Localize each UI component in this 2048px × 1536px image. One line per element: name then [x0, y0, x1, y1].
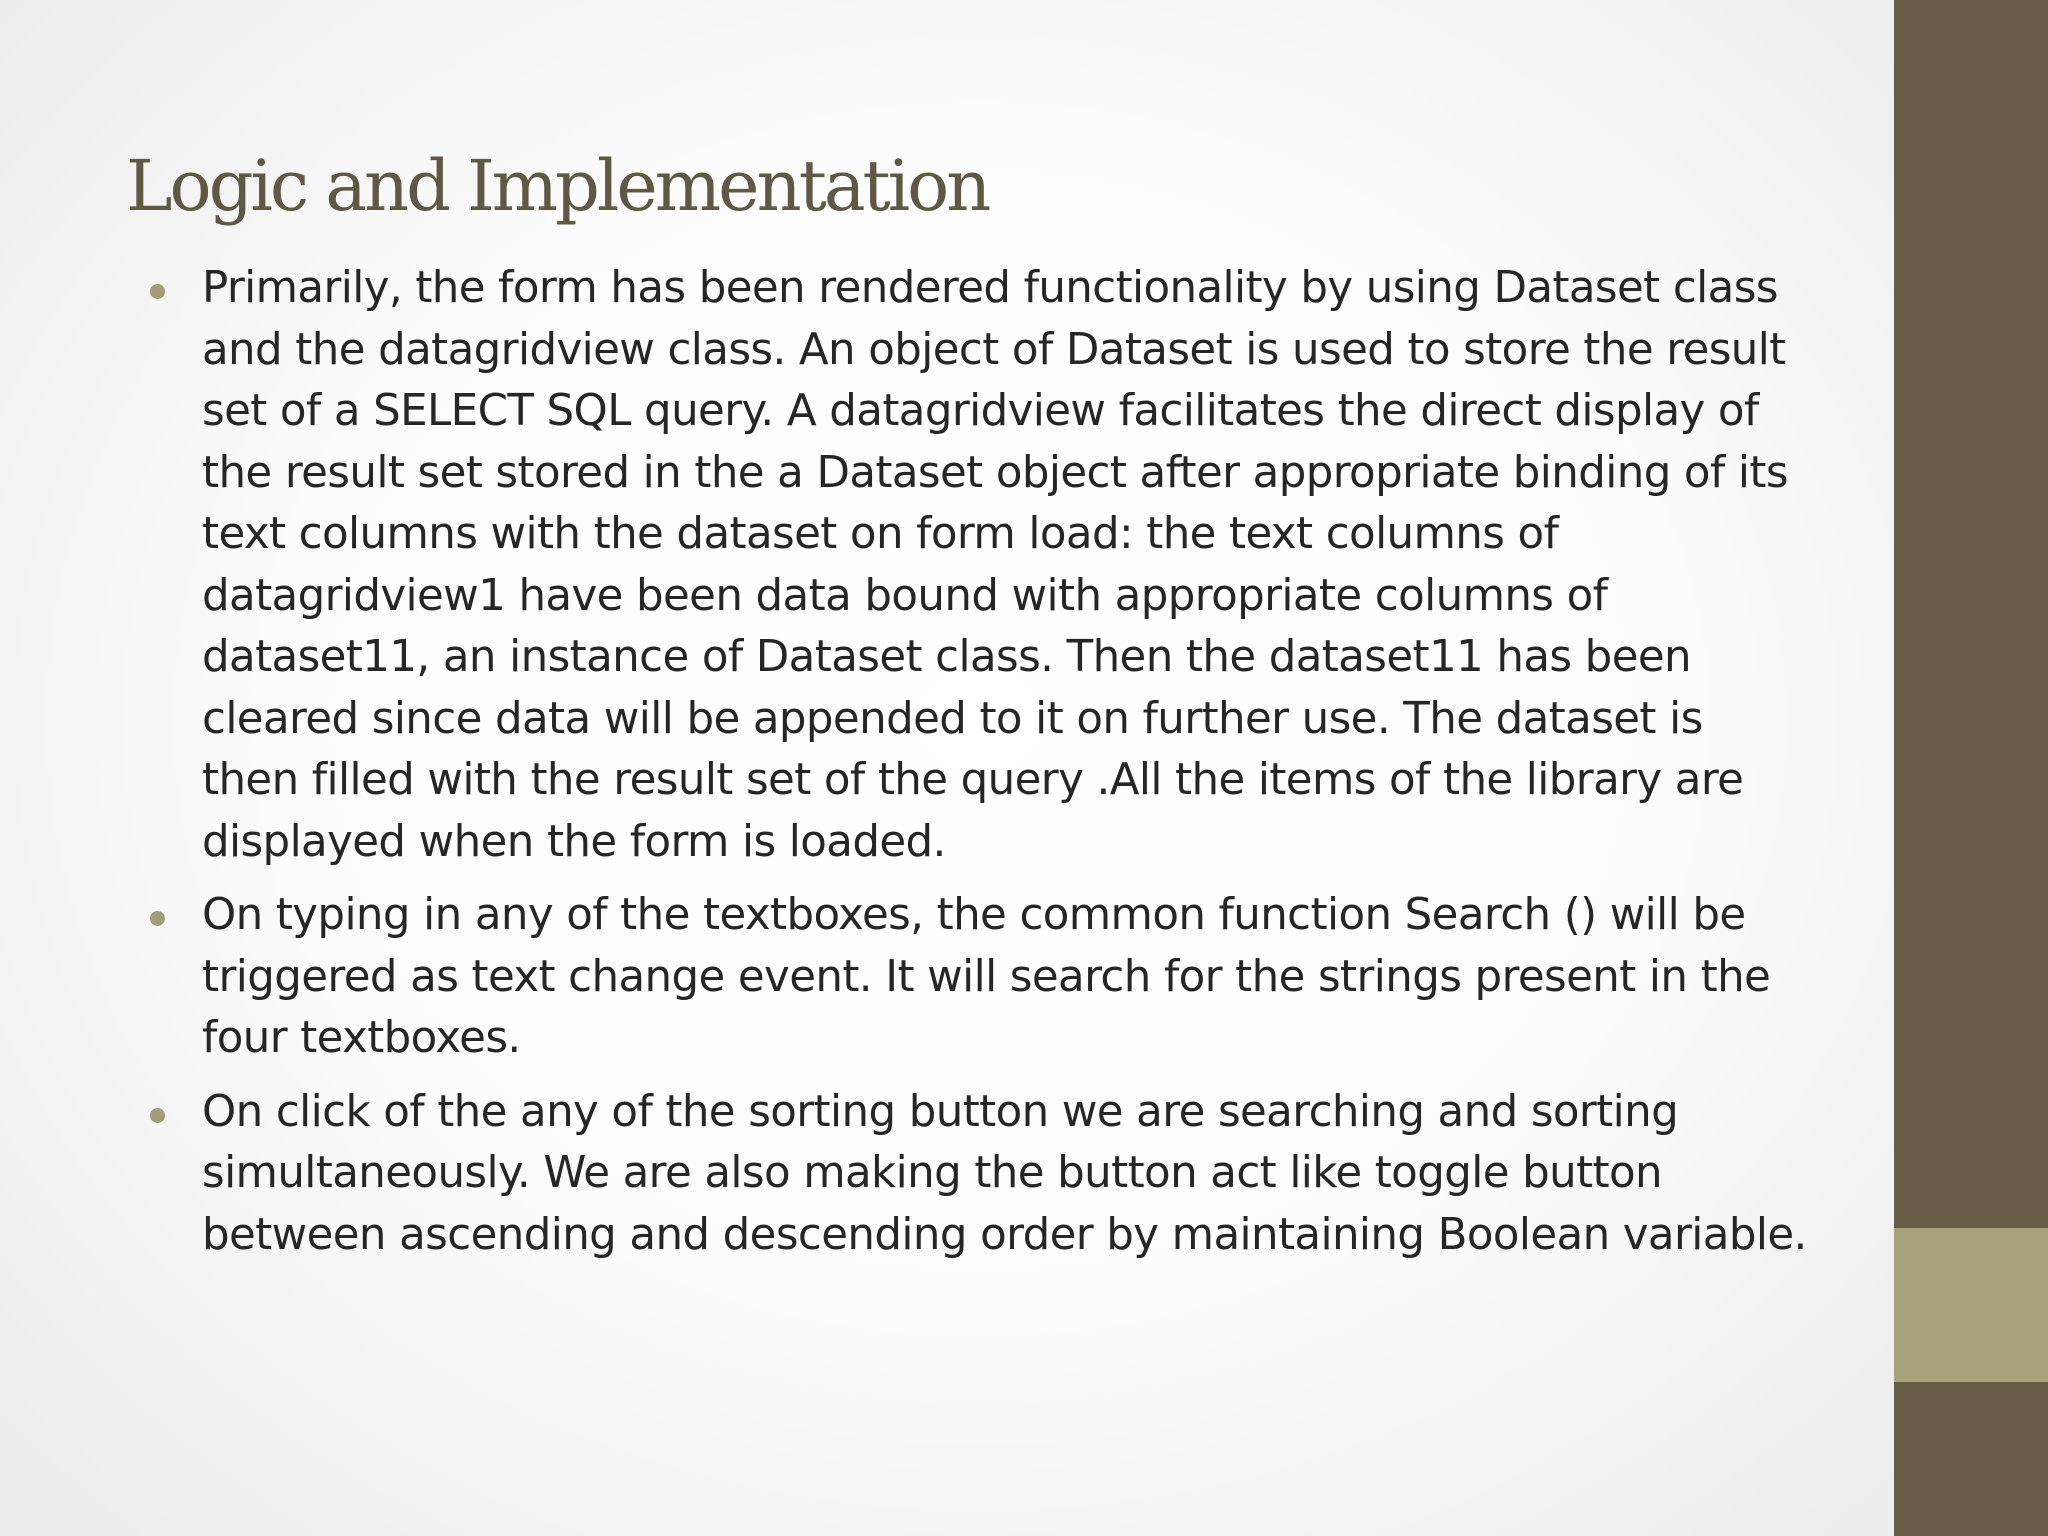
bullet-text: On typing in any of the textboxes, the common function Search () will be triggered as text change event. It will search for the strings present in the four textboxes.: [202, 890, 1771, 1063]
bullet-dot-icon: [150, 284, 165, 299]
bullet-list: [148, 258, 1808, 1278]
bullet-dot-icon: [150, 911, 165, 926]
bullet-dot-icon: [150, 1108, 165, 1123]
bullet-text: Primarily, the form has been rendered functionality by using Dataset class and the datagridview class. An object of Dataset is used to store the result set of a SELECT SQL query. A datagridview facilitates the direct display of the result set stored in the a Dataset object after appropriate binding of its text columns with the dataset on form load: the text columns of datagridview1 have been data bound with appropriate columns of dataset11, an instance of Dataset class. Then the dataset11 has been cleared since data will be appended to it on further use. The dataset is then filled with the result set of the query .All the items of the library are displayed when the form is loaded.: [202, 263, 1788, 867]
bullet-text: On click of the any of the sorting button we are searching and sorting simultaneously. We are also making the button act like toggle button between ascending and descending order by maintaining Boolean variable.: [202, 1086, 1807, 1260]
slide-title: Logic and Implementation: [126, 145, 989, 227]
bullet-item: [148, 1082, 1808, 1267]
bullet-item: [148, 258, 1808, 873]
sidebar-accent-block: [1894, 1228, 2048, 1382]
bullet-item: [148, 885, 1808, 1070]
